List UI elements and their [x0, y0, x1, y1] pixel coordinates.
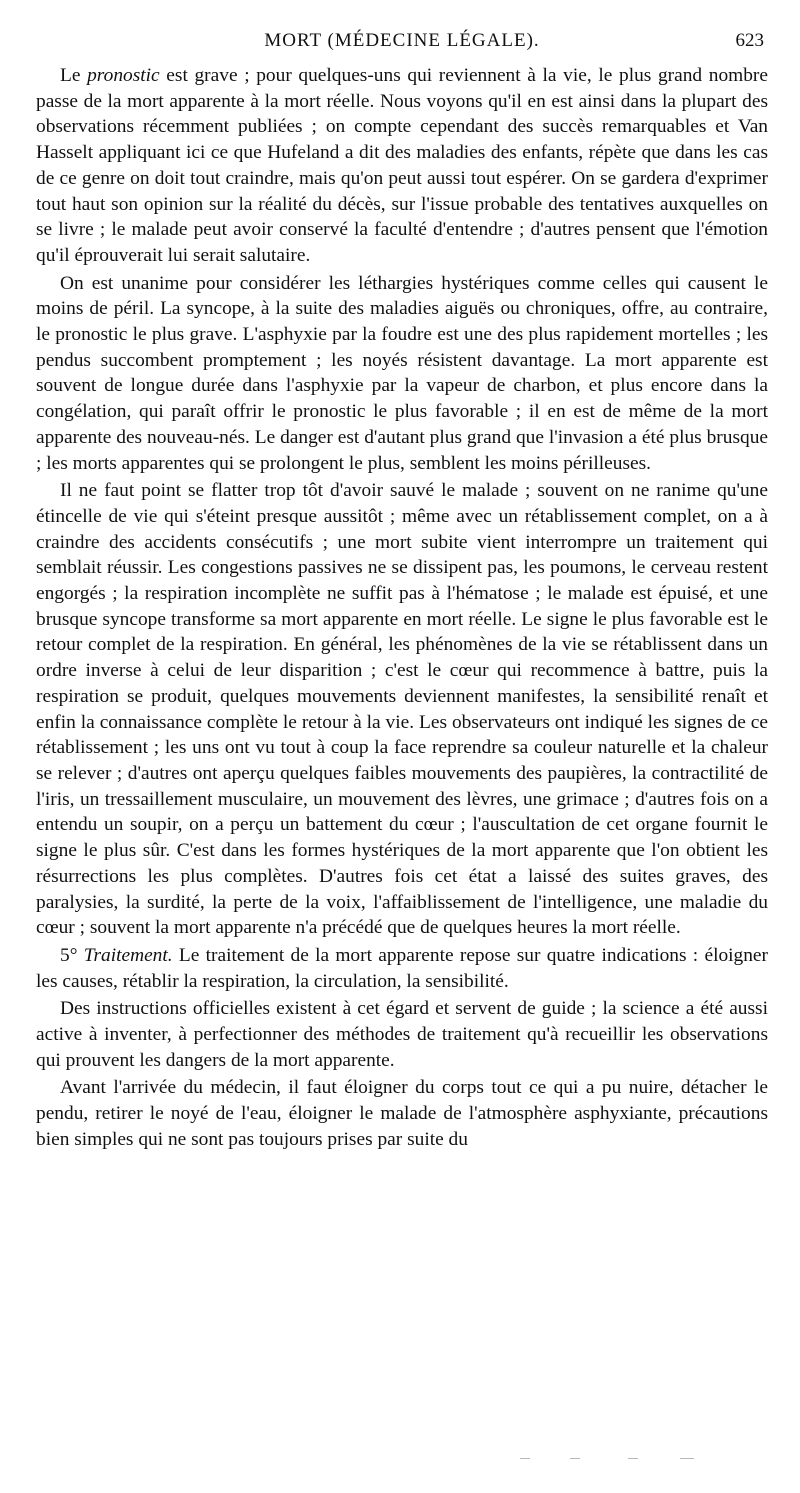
body-text [36, 63, 768, 1155]
page-smudge-marks [520, 1454, 710, 1462]
running-title: MORT (MÉDECINE LÉGALE). [264, 30, 540, 51]
paragraph-recovery-signs: Il ne faut point se flatter trop tôt d'avoir sauvé le malade ; souvent on ne ranime qu'une étincelle de vie qui s'éteint presque aussitôt ; même avec un rétablissement complet, on a à craindre des accidents consécutifs ; une mort subite vient interrompre un traitement qui semblait réussir. Les congestions passives ne se dissipent pas, les poumons, le cerveau restent engorgés ; la respiration incomplète ne suffit pas à l'hématose ; le malade est épuisé, et une brusque syncope transforme sa mort apparente en mort réelle. Le signe le plus favorable est le retour complet de la respiration. En général, les phénomènes de la vie se rétablissent dans un ordre inverse à celui de leur disparition ; c'est le cœur qui recommence à battre, puis la respiration se produit, quelques mouvements deviennent manifestes, la sensibilité renaît et enfin la connaissance complète le retour à la vie. Les observateurs ont indiqué les signes de ce rétablissement ; les uns ont vu tout à coup la face reprendre sa couleur naturelle et la chaleur se relever ; d'autres ont aperçu quelques faibles mouvements des paupières, la contractilité de l'iris, un tressaillement musculaire, un mouvement des lèvres, une grimace ; d'autres fois on a entendu un soupir, on a perçu un battement du cœur ; l'auscultation de cet organe fournit le signe le plus sûr. C'est dans les formes hystériques de la mort apparente que l'on obtient les résurrections les plus complètes. D'autres fois cet état a laissé des suites graves, des paralysies, la surdité, la perte de la voix, l'affaiblissement de l'intelligence, une maladie du cœur ; souvent la mort apparente n'a précédé que de quelques heures la mort réelle. [36, 480, 768, 939]
paragraph-text: est grave ; pour quelques-uns qui reviennent à la vie, le plus grand nombre passe de la mort apparente à la mort réelle. Nous voyons qu'il en est ainsi dans la plupart des observations récemment publiées ; on compte cependant des succès remarquables et Van Hasselt appliquant ici ce que Hufeland a dit des maladies des enfants, répète que dans les cas de ce genre on doit tout craindre, mais qu'on peut aussi tout espérer. On se gardera d'exprimer tout haut son opinion sur la réalité du décès, sur l'issue probable des tentatives auxquelles on se livre ; le malade peut avoir conservé la faculté d'entendre ; d'autres pensent que l'émotion qu'il éprouverait lui serait salutaire. [36, 65, 768, 266]
paragraph-lead: Le [60, 65, 88, 86]
paragraph-prognosis [36, 63, 768, 269]
section-heading: Traitement. [83, 944, 173, 966]
paragraph-before-doctor: Avant l'arrivée du médecin, il faut éloigner du corps tout ce qui a pu nuire, détacher le pendu, retirer le noyé de l'eau, éloigner le malade de l'atmosphère asphyxiante, précautions bien simples qui ne sont pas toujours prises par suite du [36, 1077, 768, 1150]
paragraph-text: Le traitement de la mort apparente repose sur quatre indications : éloigner les causes, rétablir la respiration, la circulation, la sensibilité. [36, 944, 768, 992]
paragraph-treatment [36, 943, 768, 994]
running-header [36, 30, 768, 60]
italic-term: pronostic [87, 65, 160, 86]
page-number: 623 [735, 30, 764, 51]
paragraph-instructions: Des instructions officielles existent à cet égard et servent de guide ; la science a été aussi active à inventer, à perfectionner des méthodes de traitement qu'à recueillir les observations qui prouvent les dangers de la mort apparente. [36, 998, 768, 1071]
paragraph-lethargy: On est unanime pour considérer les léthargies hystériques comme celles qui causent le moins de péril. La syncope, à la suite des maladies aiguës ou chroniques, offre, au contraire, le pronostic le plus grave. L'asphyxie par la foudre est une des plus rapidement mortelles ; les pendus succombent promptement ; les noyés résistent davantage. La mort apparente est souvent de longue durée dans l'asphyxie par la vapeur de charbon, et plus encore dans la congélation, qui paraît offrir le pronostic le plus favorable ; il en est de même de la mort apparente des nouveau-nés. Le danger est d'autant plus grand que l'invasion a été plus brusque ; les morts apparentes qui se prolongent le plus, semblent les moins périlleuses. [36, 272, 768, 474]
section-number: 5° [60, 944, 84, 966]
